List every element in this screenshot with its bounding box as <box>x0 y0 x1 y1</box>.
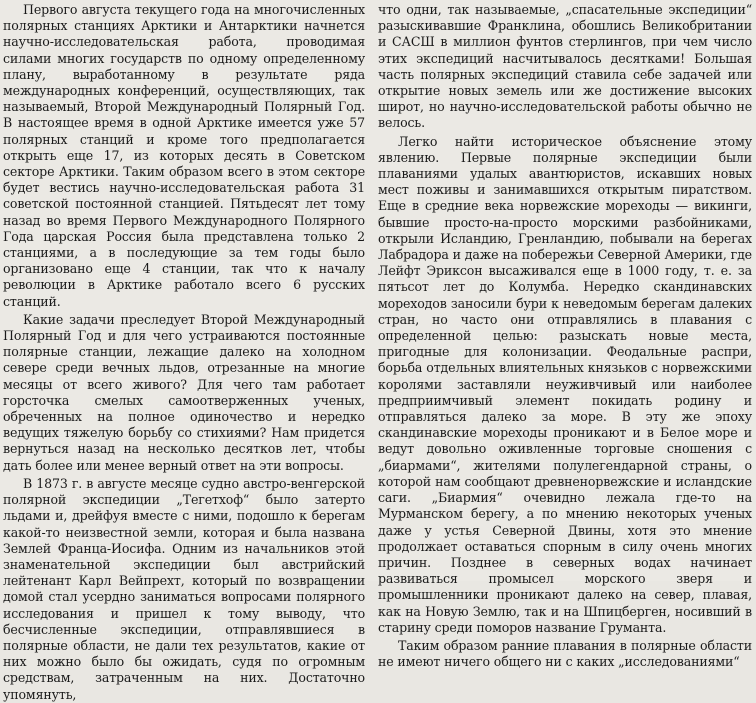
paragraph-rescue-expeditions: что одни, так называемые, „спасательные экспедиции“ разыскивавшие Франклина, обошлись Великобритании и САСШ в миллион фунтов стерлингов, при чем число этих экспедиций насчитывалось десятками! Большая часть полярных экспедиций ставила себе задачей или открытие новых земель или же достижение высоких широт, но научно-исследовательской работы обычно не велось. <box>378 2 752 131</box>
left-text-column <box>3 2 365 703</box>
paragraph-historical-explanation: Легко найти историческое объяснение этому явлению. Первые полярные экспедиции были плаваниями удалых авантюристов, искавших новых мест поживы и занимавшихся открытым пиратством. Еще в средние века норвежские мореходы — викинги, бывшие просто-на-просто морскими разбойниками, открыли Исландию, Гренландию, побывали на берегах Лабрадора и даже на побережьи Северной Америки, где Лейфт Эриксон высаживался еще в 1000 году, т. е. за пятьсот лет до Колумба. Нередко скандинавских мореходов заносили бури к неведомым берегам далеких стран, но часто они отправлялись в плавания с определенной целью: разыскать новые места, пригодные для колонизации. Феодальные распри, борьба отдельных влиятельных князьков с норвежскими королями заставляли неуживчивый или наиболее предприимчивый элемент покидать родину и отправляться далеко за море. В эту же эпоху скандинавские мореходы проникают и в Белое море и ведут довольно оживленные торговые сношения с „биармами“, жителями полулегендарной страны, о которой нам сообщают древненорвежские и исландские саги. „Биармия“ очевидно лежала где-то на Мурманском берегу, а по мнению некоторых ученых даже у устья Северной Двины, хотя это мнение продолжает оставаться спорным в силу очень многих причин. Позднее в северных водах начинает развиваться промысел морского зверя и промышленники проникают далеко на север, плавая, как на Новую Землю, так и на Шпицберген, носивший в старину среди поморов название Груманта. <box>378 133 752 635</box>
paragraph-polar-year-intro: Первого августа текущего года на многочисленных полярных станциях Арктики и Антарктики начнется научно-исследовательская работа, проводимая силами многих государств по одному определенному плану, выработанному в результате ряда международных конференций, осуществляющих, так называемый, Второй Международный Полярный Год. В настоящее время в одной Арктике имеется уже 57 полярных станций и кроме того предполагается открыть еще 17, из которых десять в Советском секторе Арктики. Таким образом всего в этом секторе будет вестись научно-исследовательская работа 31 советской постоянной станцией. Пятьдесят лет тому назад во время Первого Международного Полярного Года царская Россия была представлена только 2 станциями, а в последующие за тем годы было организовано еще 4 станции, так что к началу революции в Арктике работало всего 6 русских станций. <box>3 2 365 309</box>
right-text-column <box>378 2 752 670</box>
paragraph-tegetthoff-expedition: В 1873 г. в августе месяце судно австро-венгерской полярной экспедиции „Тегетхоф“ было затерто льдами и, дрейфуя вместе с ними, подошло к берегам какой-то неизвестной земли, которая и была названа Землей Франца-Иосифа. Одним из начальников этой знаменательной экспедиции был австрийский лейтенант Карл Вейпрехт, который по возвращении домой стал усердно заниматься вопросами полярного исследования и пришел к тому выводу, что бесчисленные экспедиции, отправлявшиеся в полярные области, не дали тех результатов, какие от них можно было бы ожидать, судя по огромным средствам, затраченным на них. Достаточно упомянуть, <box>3 475 365 702</box>
paragraph-early-voyages: Таким образом ранние плавания в полярные области не имеют ничего общего ни с каких „исследованиями“ <box>378 637 752 670</box>
paragraph-polar-year-tasks: Какие задачи преследует Второй Международный Полярный Год и для чего устраиваются постоянные полярные станции, лежащие далеко на холодном севере среди вечных льдов, отрезанные на многие месяцы от всего живого? Для чего там работает горсточка смелых самоотверженных ученых, обреченных на полное одиночество и нередко ведущих тяжелую борьбу со стихиями? Нам придется вернуться назад на несколько десятков лет, чтобы дать более или менее верный ответ на эти вопросы. <box>3 311 365 473</box>
